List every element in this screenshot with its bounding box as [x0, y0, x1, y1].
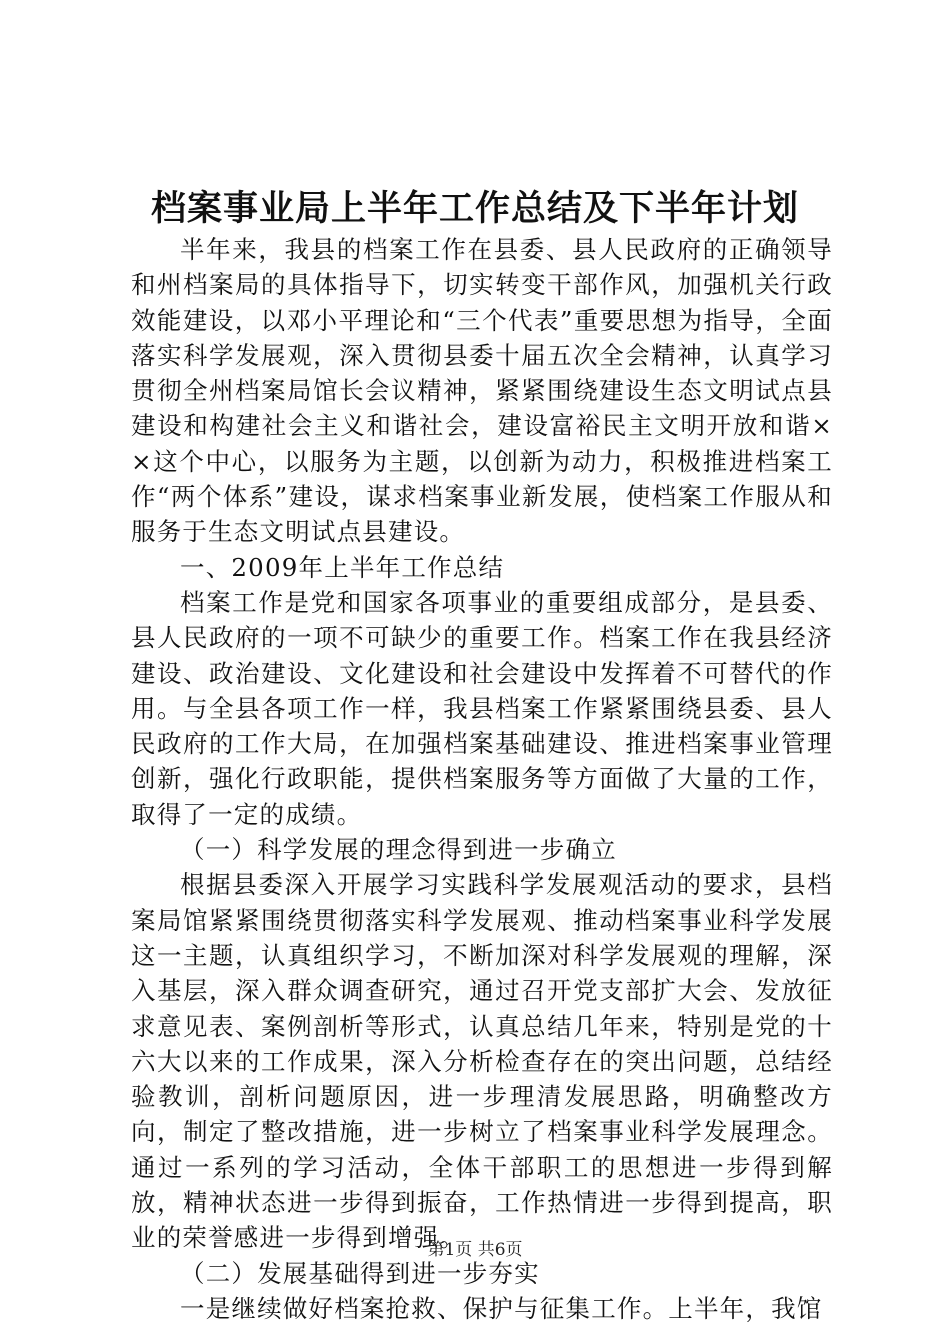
- paragraph-foundation: 一是继续做好档案抢救、保护与征集工作。上半年，我馆: [180, 1293, 823, 1323]
- page-footer: 第1页 共6页: [427, 1240, 523, 1260]
- subsection-heading-1: （一）科学发展的理念得到进一步确立: [180, 835, 617, 865]
- document-title: 档案事业局上半年工作总结及下半年计划: [150, 188, 799, 229]
- paragraph-summary: 档案工作是党和国家各项事业的重要组成部分，是县委、县人民政府的一项不可缺少的重要工作。档案工作在我县经济建设、政治建设、文化建设和社会建设中发挥着不可替代的作用。与全县各项工作一样，我县档案工作紧紧围绕县委、县人民政府的工作大局，在加强档案基础建设、推进档案事业管理创新，强化行政职能，提供档案服务等方面做了大量的工作，取得了一定的成绩。: [131, 587, 833, 829]
- section-heading-1: 一、2009年上半年工作总结: [180, 552, 505, 582]
- paragraph-intro: 半年来，我县的档案工作在县委、县人民政府的正确领导和州档案局的具体指导下，切实转变干部作风，加强机关行政效能建设，以邓小平理论和“三个代表”重要思想为指导，全面落实科学发展观，深入贯彻县委十届五次全会精神，认真学习贯彻全州档案局馆长会议精神，紧紧围绕建设生态文明试点县建设和构建社会主义和谐社会，建设富裕民主文明开放和谐××这个中心，以服务为主题，以创新为动力，积极推进档案工作“两个体系”建设，谋求档案事业新发展，使档案工作服从和服务于生态文明试点县建设。: [131, 235, 833, 547]
- subsection-heading-2: （二）发展基础得到进一步夯实: [180, 1258, 540, 1288]
- document-body: [131, 232, 833, 1326]
- paragraph-science-development: 根据县委深入开展学习实践科学发展观活动的要求，县档案局馆紧紧围绕贯彻落实科学发展观、推动档案事业科学发展这一主题，认真组织学习，不断加深对科学发展观的理解，深入基层，深入群众调查研究，通过召开党支部扩大会、发放征求意见表、案例剖析等形式，认真总结几年来，特别是党的十六大以来的工作成果，深入分析检查存在的突出问题，总结经验教训，剖析问题原因，进一步理清发展思路，明确整改方向，制定了整改措施，进一步树立了档案事业科学发展理念。通过一系列的学习活动，全体干部职工的思想进一步得到解放，精神状态进一步得到振奋，工作热情进一步得到提高，职业的荣誉感进一步得到增强。: [131, 870, 833, 1253]
